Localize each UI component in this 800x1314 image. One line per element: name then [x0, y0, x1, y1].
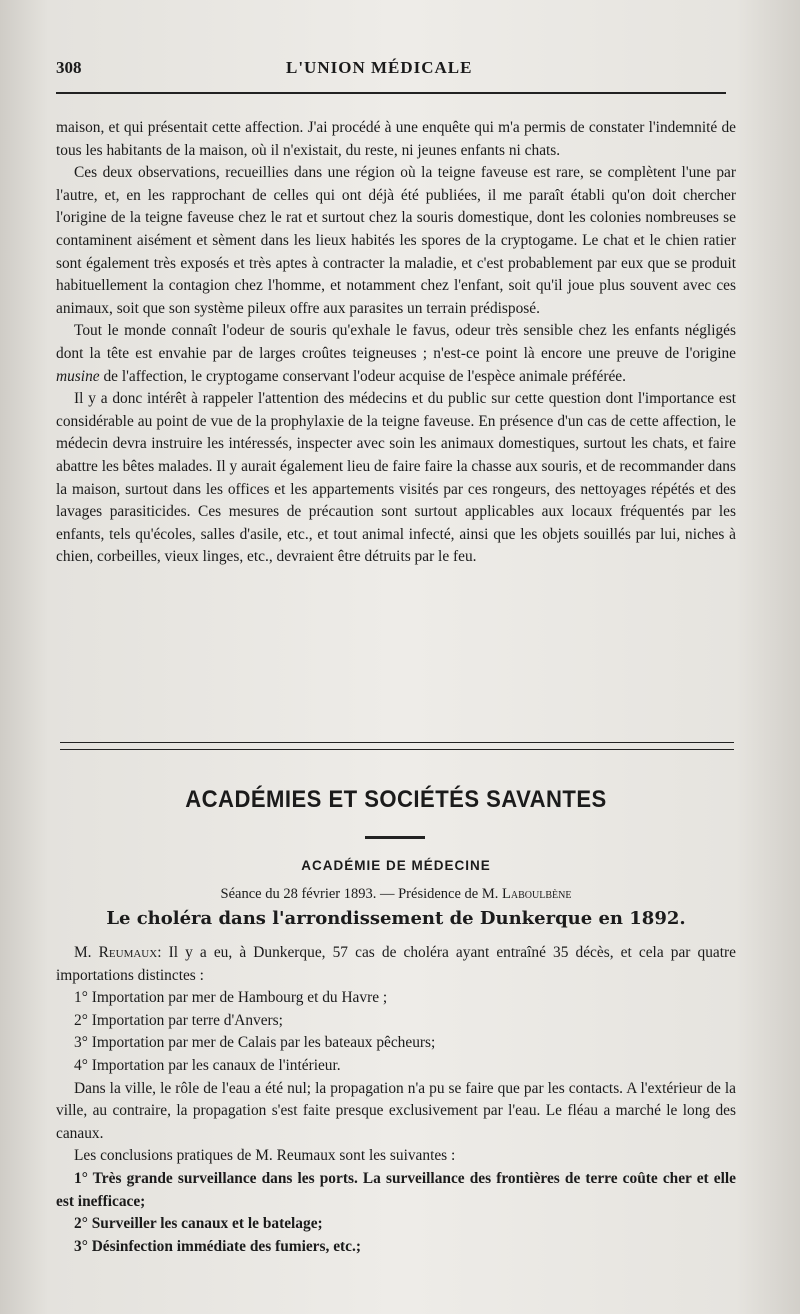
list-item: 2° Importation par terre d'Anvers; [74, 1011, 283, 1029]
conclusions-intro: Les conclusions pratiques de M. Reumaux sont les suivantes : [74, 1147, 456, 1165]
list-item: 2° Surveiller les canaux et le batelage; [74, 1215, 323, 1233]
section-title: ACADÉMIES ET SOCIÉTÉS SAVANTES [185, 786, 607, 813]
report-intro-text: : Il y a eu, à Dunkerque, 57 cas de choléra ayant entraîné 35 décès, et cela par quatre importations distinctes : [56, 944, 736, 984]
list-item: 3° Importation par mer de Calais par les bateaux pêcheurs; [74, 1034, 436, 1052]
page-header [56, 58, 726, 88]
paragraph-4: Il y a donc intérêt à rappeler l'attention des médecins et du public sur cette question dont l'importance est considérable au point de vue de la prophylaxie de la teigne faveuse. En présence d'un cas de cette affection, le médecin devra instruire les intéressés, inspecter avec soin les animaux domestiques, surtout les chats, et faire abattre les bêtes malades. Il y aurait également lieu de faire faire la chasse aux souris, et de recommander dans la maison, surtout dans les offices et les appartements visités par ces rongeurs, des nettoyages répétés et des lavages parasiticides. Ces mesures de précaution sont surtout applicables aux locaux fréquentés par les enfants, tels qu'écoles, salles d'asile, etc., et tout animal infecté, ainsi que les objets souillés par lui, niches à chien, corbeilles, vieux linges, etc., devraient être détruits par le feu. [56, 390, 736, 566]
paragraph-1: maison, et qui présentait cette affection. J'ai procédé à une enquête qui m'a permis de constater l'indemnité de tous les habitants de la maison, où il n'existait, du reste, ni jeunes enfants ni chats. [56, 119, 736, 159]
session-line [56, 886, 736, 903]
header-rule [56, 92, 726, 94]
report-body [56, 942, 736, 1258]
article-body [56, 117, 736, 569]
running-title: L'UNION MÉDICALE [286, 58, 473, 77]
report-headline: Le choléra dans l'arrondissement de Dunkerque en 1892. [106, 908, 686, 929]
paragraph-3-end: de l'affection, le cryptogame conservant l'odeur acquise de l'espèce animale préférée. [103, 367, 626, 385]
session-president: Laboulbène [502, 886, 572, 902]
section-subtitle: ACADÉMIE DE MÉDECINE [301, 858, 491, 873]
list-item: 4° Importation par les canaux de l'intérieur. [74, 1056, 341, 1074]
section-divider [60, 742, 734, 750]
propagation-paragraph: Dans la ville, le rôle de l'eau a été nul; la propagation n'a pu se faire que par les contacts. A l'extérieur de la ville, au contraire, la propagation s'est faite presque exclusivement par l'eau. Le fléau a marché le long des canaux. [56, 1079, 736, 1142]
conclusions-list [56, 1168, 736, 1258]
paragraph-3-italic: musine [56, 367, 100, 385]
title-rule [365, 836, 425, 839]
report-intro [56, 942, 736, 987]
list-item: 1° Très grande surveillance dans les ports. La surveillance des frontières de terre coûte cher et elle est inefficace; [56, 1169, 736, 1210]
paragraph-2: Ces deux observations, recueillies dans une région où la teigne faveuse est rare, se complètent l'une par l'autre, et, en les rapprochant de celles qui ont déjà été publiées, il me paraît établi qu'on doit chercher l'origine de la teigne faveuse chez le rat et surtout chez la souris domestique, dont les colonies nombreuses se contaminent aisément et sèment dans les lieux habités les spores de la cryptogame. Le chat et le chien ratier sont également très exposés et très aptes à contracter la maladie, et c'est probablement par eux que se produit habituellement la contagion chez l'homme, et notamment chez l'enfant, soit qu'il joue plus souvent avec ces animaux, soit que son système pileux offre aux parasites un terrain prédisposé. [56, 164, 736, 317]
page-number: 308 [56, 58, 82, 77]
paragraph-3-start: Tout le monde connaît l'odeur de souris qu'exhale le favus, odeur très sensible chez les enfants négligés dont la tête est envahie par de larges croûtes teigneuses ; n'est-ce point là encore une preuve de l'origine [56, 322, 736, 362]
list-item: 1° Importation par mer de Hambourg et du Havre ; [74, 989, 388, 1007]
session-prefix: Séance du 28 février 1893. — Présidence de M. [220, 886, 499, 902]
report-speaker: M. Reumaux [74, 944, 158, 961]
paragraph-3 [56, 320, 736, 388]
list-item: 3° Désinfection immédiate des fumiers, etc.; [74, 1237, 361, 1255]
